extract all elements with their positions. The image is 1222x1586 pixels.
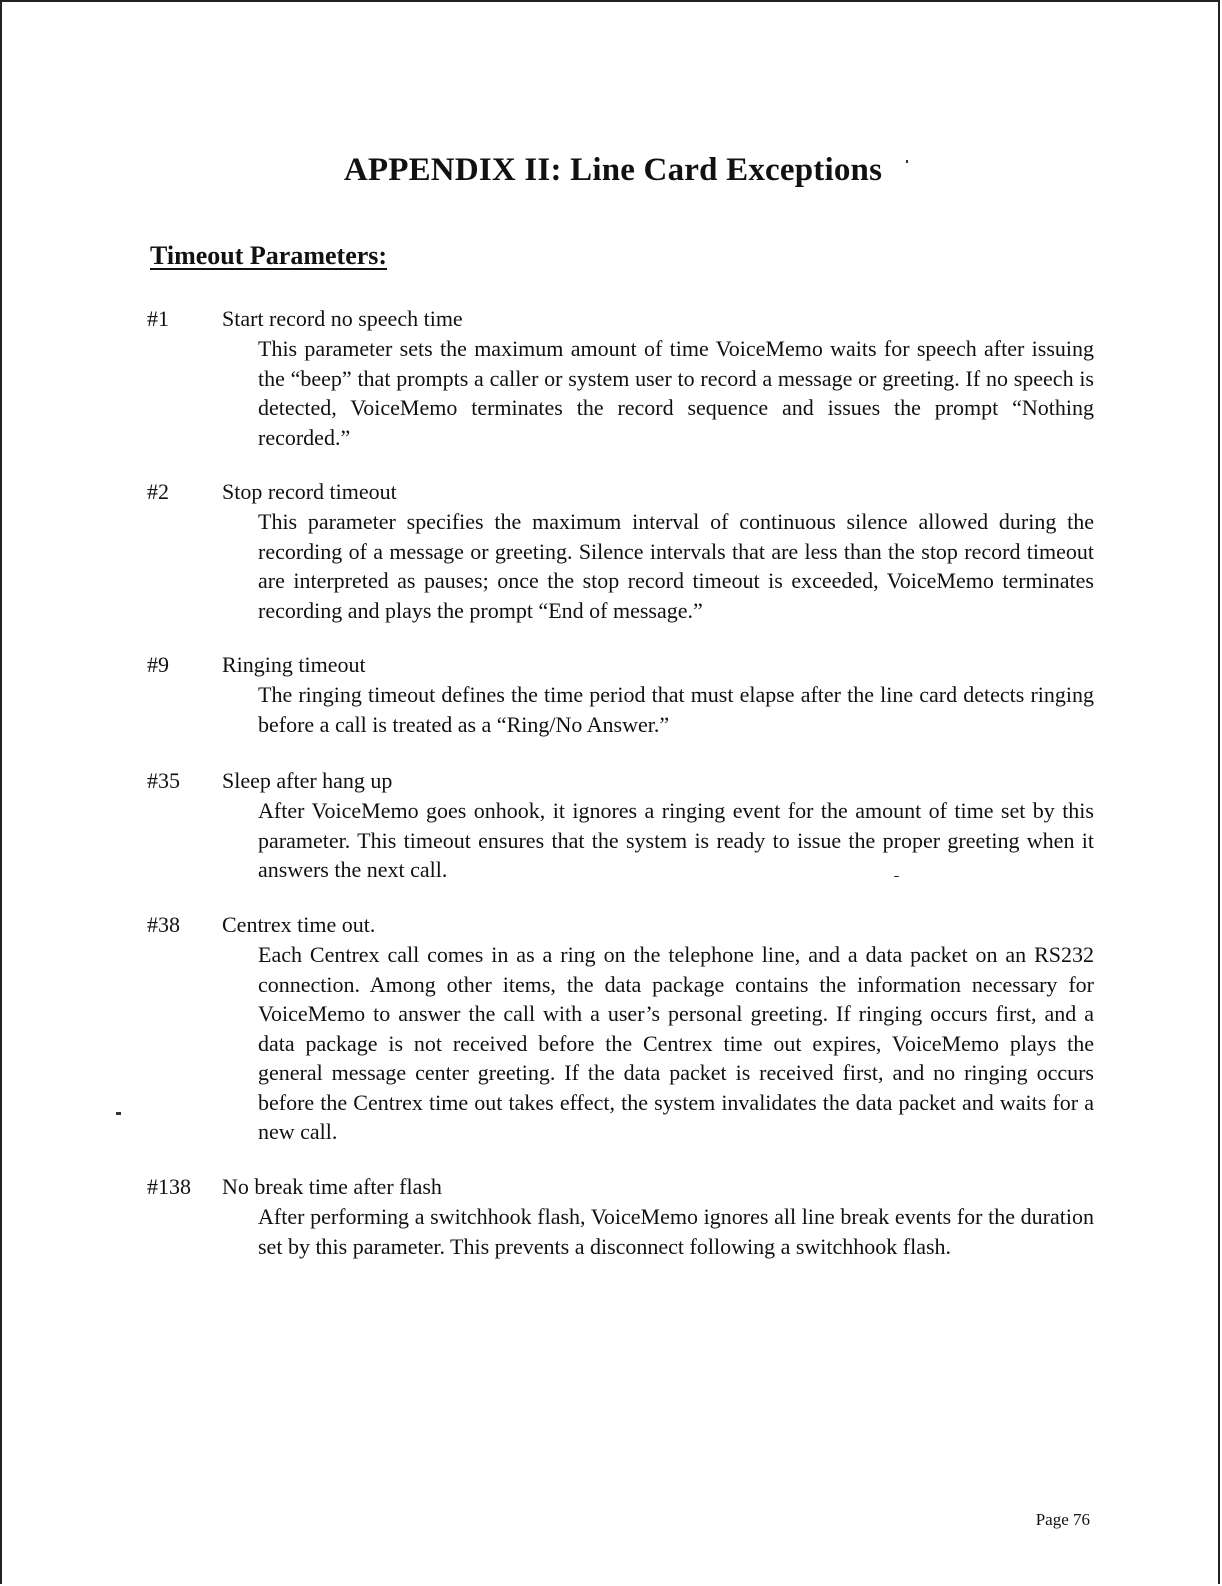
- parameter-description: The ringing timeout defines the time period that must elapse after the line card detects ringing before a call is treated as a “Ring/No Answer.”: [258, 682, 1094, 737]
- parameter-number: #138: [147, 1174, 191, 1199]
- parameter-number: #38: [147, 912, 180, 937]
- parameter-name: Centrex time out.: [222, 912, 376, 937]
- parameter-number: #1: [147, 306, 169, 331]
- parameter-number: #35: [147, 768, 180, 793]
- parameter-description: Each Centrex call comes in as a ring on the telephone line, and a data packet on an RS232 connection. Among other items, the data package contains the information necessary for VoiceMemo to answer the call with a user’s personal greeting. If ringing occurs first, and a data package is not received before the Centrex time out expires, VoiceMemo plays the general message center greeting. If the data packet is received first, and no ringing occurs before the Centrex time out takes effect, the system invalidates the data packet and waits for a new call.: [258, 942, 1094, 1144]
- parameter-name: Stop record timeout: [222, 479, 397, 504]
- scan-speck: [116, 1112, 121, 1115]
- parameter-number: #9: [147, 652, 169, 677]
- scan-speck: [906, 160, 908, 163]
- parameter-name: Ringing timeout: [222, 652, 366, 677]
- parameter-description: This parameter sets the maximum amount of time VoiceMemo waits for speech after issuing the “beep” that prompts a caller or system user to record a message or greeting. If no speech is detected, VoiceMemo terminates the record sequence and issues the prompt “Nothing recorded.”: [258, 336, 1094, 450]
- parameter-name: No break time after flash: [222, 1174, 442, 1199]
- parameter-number: #2: [147, 479, 169, 504]
- parameter-name: Sleep after hang up: [222, 768, 393, 793]
- parameter-description: After performing a switchhook flash, VoiceMemo ignores all line break events for the duration set by this parameter. This prevents a disconnect following a switchhook flash.: [258, 1204, 1094, 1259]
- section-heading: Timeout Parameters:: [150, 241, 388, 270]
- scan-speck: [894, 876, 899, 877]
- parameter-description: This parameter specifies the maximum interval of continuous silence allowed during the recording of a message or greeting. Silence intervals that are less than the stop record timeout are interpreted as pauses; once the stop record timeout is exceeded, VoiceMemo terminates recording and plays the prompt “End of message.”: [258, 509, 1094, 623]
- parameter-description: After VoiceMemo goes onhook, it ignores a ringing event for the amount of time set by this parameter. This timeout ensures that the system is ready to issue the proper greeting when it answers the next call.: [258, 798, 1094, 882]
- parameter-name: Start record no speech time: [222, 306, 463, 331]
- page-number: Page 76: [1035, 1510, 1090, 1529]
- page-title: APPENDIX II: Line Card Exceptions: [343, 152, 883, 188]
